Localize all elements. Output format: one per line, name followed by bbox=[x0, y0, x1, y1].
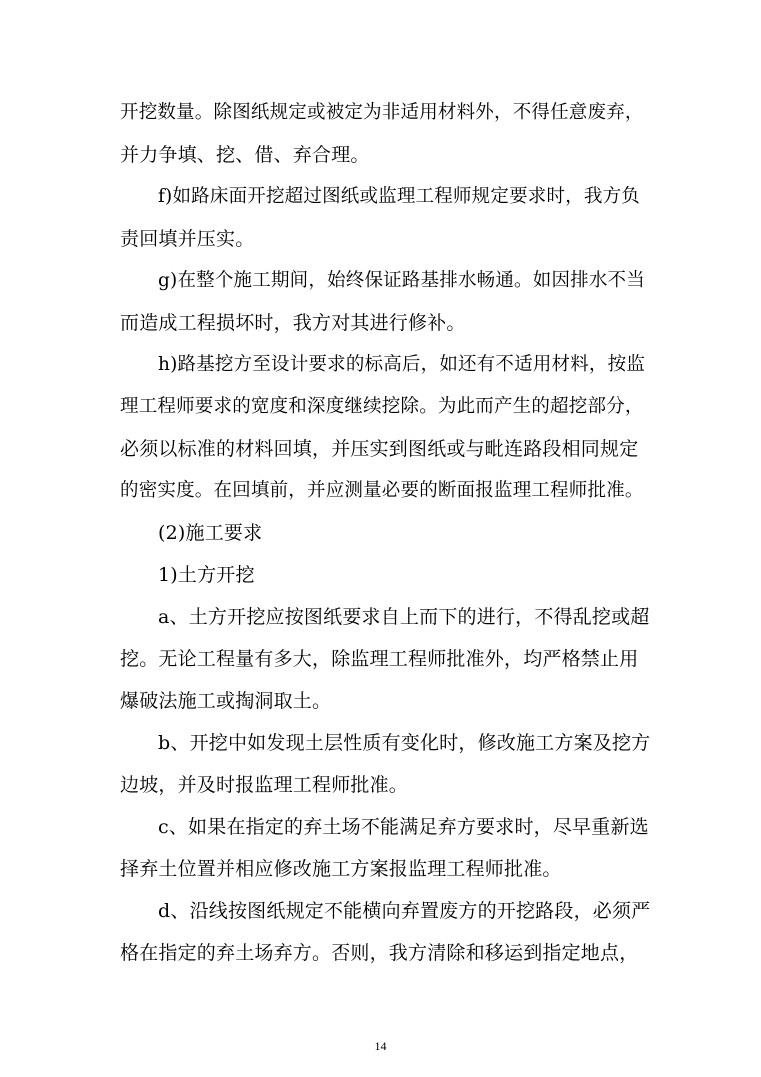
page-number: 14 bbox=[374, 1039, 387, 1053]
text-line-18: c、如果在指定的弃土场不能满足弃方要求时，尽早重新选 bbox=[158, 816, 649, 838]
text-line-8: 理工程师要求的宽度和深度继续挖除。为此而产生的超挖部分， bbox=[120, 396, 644, 417]
text-line-20: d、沿线按图纸规定不能横向弃置废方的开挖路段，必须严 bbox=[158, 900, 651, 922]
text-line-14: 挖。无论工程量有多大，除监理工程师批准外，均严格禁止用 bbox=[120, 648, 639, 670]
text-line-6: 而造成工程损坏时，我方对其进行修补。 bbox=[120, 312, 466, 334]
text-line-1: 开挖数量。除图纸规定或被定为非适用材料外，不得任意废弃， bbox=[120, 102, 644, 123]
text-line-21: 格在指定的弃土场弃方。否则，我方清除和移运到指定地点， bbox=[120, 942, 639, 964]
text-line-19: 择弃土位置并相应修改施工方案报监理工程师批准。 bbox=[120, 858, 562, 880]
text-line-16: b、开挖中如发现土层性质有变化时，修改施工方案及挖方 bbox=[158, 732, 651, 754]
text-line-15: 爆破法施工或掏洞取土。 bbox=[120, 690, 332, 712]
text-line-13: a、土方开挖应按图纸要求自上而下的进行，不得乱挖或超 bbox=[158, 606, 650, 628]
text-line-9: 必须以标准的材料回填，并压实到图纸或与毗连路段相同规定 bbox=[120, 438, 639, 460]
text-line-5: g)在整个施工期间，始终保证路基排水畅通。如因排水不当 bbox=[158, 270, 645, 291]
text-line-7: h)路基挖方至设计要求的标高后，如还有不适用材料，按监 bbox=[158, 354, 646, 375]
section-heading: (2)施工要求 bbox=[158, 522, 263, 544]
text-line-4: 责回填并压实。 bbox=[120, 228, 255, 250]
text-line-2: 并力争填、挖、借、弃合理。 bbox=[120, 144, 370, 166]
text-line-17: 边坡，并及时报监理工程师批准。 bbox=[120, 774, 409, 796]
subsection-heading: 1)土方开挖 bbox=[158, 564, 255, 586]
text-line-10: 的密实度。在回填前，并应测量必要的断面报监理工程师批准。 bbox=[120, 480, 644, 501]
text-line-3: f)如路床面开挖超过图纸或监理工程师规定要求时，我方负 bbox=[158, 186, 640, 207]
